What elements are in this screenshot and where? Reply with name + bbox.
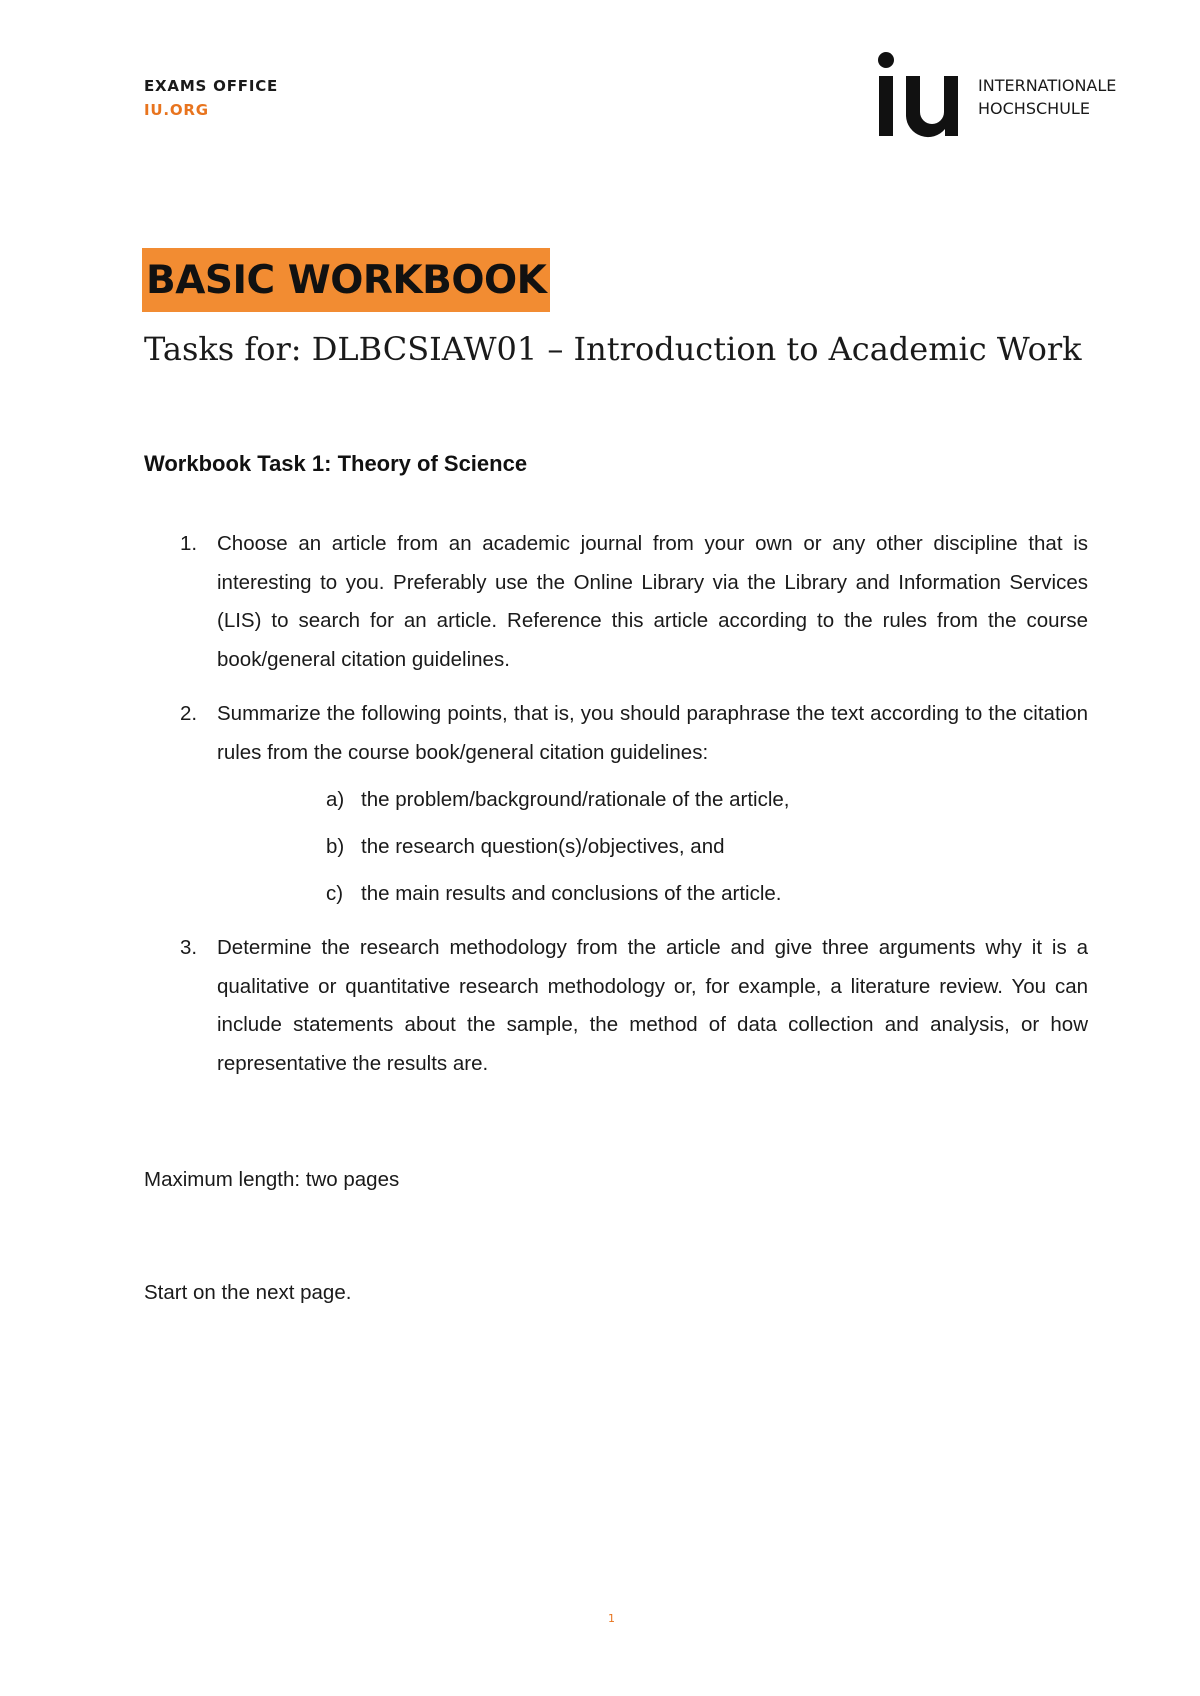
task-number: 1.	[180, 532, 198, 555]
iu-logo	[878, 52, 1178, 142]
exams-office-header	[144, 74, 278, 122]
sub-item-c	[217, 875, 1088, 913]
max-length-note: Maximum length: two pages	[144, 1168, 400, 1191]
sub-item-b	[217, 828, 1088, 866]
task-item-3	[144, 929, 1088, 1083]
start-next-page-note: Start on the next page.	[144, 1281, 352, 1304]
task-number: 2.	[180, 702, 198, 725]
sub-item-text: the problem/background/rationale of the article,	[361, 788, 790, 811]
task-number: 3.	[180, 936, 198, 959]
task-list	[144, 525, 1088, 1099]
sub-item-letter: c)	[326, 882, 344, 905]
document-title: BASIC WORKBOOK	[146, 257, 547, 303]
task-text: Determine the research methodology from the article and give three arguments why it is a qualitative or quantitative research methodology or, for example, a literature review. You can include statements about the sample, the method of data collection and analysis, or how representative the results are.	[217, 936, 1088, 1075]
task-heading: Workbook Task 1: Theory of Science	[144, 451, 528, 476]
sub-item-text: the research question(s)/objectives, and	[361, 835, 725, 858]
task-sub-list	[217, 781, 1088, 913]
org-link[interactable]: IU.ORG	[144, 101, 209, 119]
logo-line-1: INTERNATIONALE	[978, 76, 1117, 95]
sub-item-letter: b)	[326, 835, 345, 858]
page-number: 1	[608, 1612, 615, 1625]
sub-item-a	[217, 781, 1088, 819]
iu-logo-icon	[878, 52, 968, 140]
logo-line-2: HOCHSCHULE	[978, 99, 1090, 118]
logo-wordmark	[978, 74, 1116, 120]
task-item-1	[144, 525, 1088, 679]
sub-item-letter: a)	[326, 788, 345, 811]
task-item-2	[144, 695, 1088, 913]
exams-office-label: EXAMS OFFICE	[144, 77, 279, 95]
document-subtitle: Tasks for: DLBCSIAW01 – Introduction to Academic Work	[144, 330, 1082, 368]
task-text: Summarize the following points, that is, you should paraphrase the text according to the citation rules from the course book/general citation guidelines:	[217, 702, 1088, 764]
document-title-highlight	[142, 248, 550, 312]
task-text: Choose an article from an academic journal from your own or any other discipline that is interesting to you. Preferably use the Online Library via the Library and Information Services (LIS) to search for an article. Reference this article according to the rules from the course book/general citation guidelines.	[217, 532, 1088, 671]
sub-item-text: the main results and conclusions of the article.	[361, 882, 782, 905]
